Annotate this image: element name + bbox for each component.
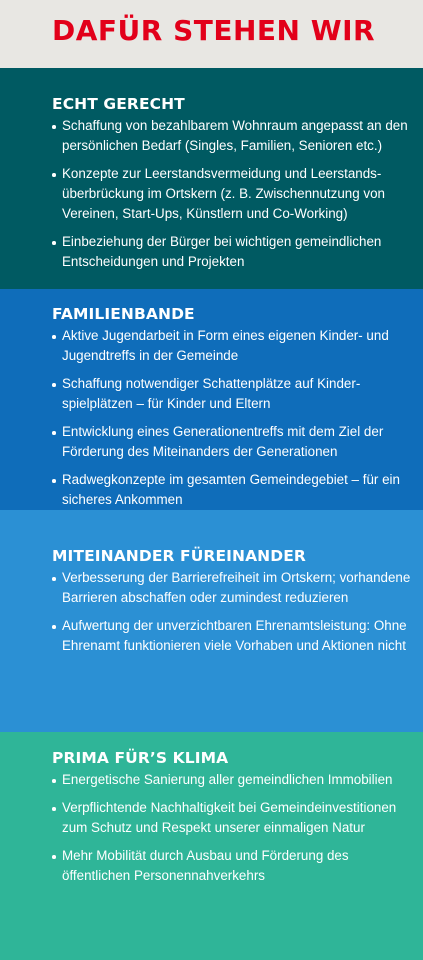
- list-item: Verpflichtende Nachhaltigkeit bei Gemeindeinvestitionen zum Schutz und Respekt unserer einmaligen Natur: [52, 798, 411, 838]
- section-echt-gerecht: [0, 68, 423, 289]
- bullet-list: [52, 116, 411, 272]
- bullet-list: [52, 568, 411, 656]
- section-prima-fuers-klima: [0, 732, 423, 960]
- section-miteinander-fuereinander: [0, 510, 423, 732]
- list-item: Energetische Sanierung aller gemeindlichen Immobilien: [52, 770, 411, 790]
- list-item: Mehr Mobilität durch Ausbau und Förderung des öffentlichen Personennahverkehrs: [52, 846, 411, 886]
- list-item: Verbesserung der Barrierefreiheit im Ortskern; vorhandene Barrieren abschaffen oder zumindest reduzieren: [52, 568, 411, 608]
- section-heading: ECHT GERECHT: [52, 95, 185, 113]
- list-item: Aktive Jugendarbeit in Form eines eigenen Kinder- und Jugendtreffs in der Gemeinde: [52, 326, 411, 366]
- list-item: Schaffung von bezahlbarem Wohnraum angepasst an den persönlichen Bedarf (Singles, Familien, Senioren etc.): [52, 116, 411, 156]
- section-heading: FAMILIENBANDE: [52, 305, 195, 323]
- list-item: Konzepte zur Leerstandsvermeidung und Leerstandsüberbrückung im Ortskern (z. B. Zwischennutzung von Vereinen, Start-Ups, Künstlern und Co-Working): [52, 164, 411, 224]
- bullet-list: [52, 326, 411, 510]
- list-item: Schaffung notwendiger Schattenplätze auf Kinderspielplätzen – für Kinder und Eltern: [52, 374, 411, 414]
- section-familienbande: [0, 289, 423, 510]
- page-title: DAFÜR STEHEN WIR: [52, 14, 376, 47]
- header-banner: [0, 0, 423, 68]
- list-item: Aufwertung der unverzichtbaren Ehrenamtsleistung: Ohne Ehrenamt funktionieren viele Vorhaben und Aktionen nicht: [52, 616, 411, 656]
- list-item: Radwegkonzepte im gesamten Gemeindegebiet – für ein sicheres Ankommen: [52, 470, 411, 510]
- list-item: Einbeziehung der Bürger bei wichtigen gemeindlichen Entscheidungen und Projekten: [52, 232, 411, 272]
- section-heading: MITEINANDER FÜREINANDER: [52, 547, 306, 565]
- section-heading: PRIMA FÜR’S KLIMA: [52, 749, 229, 767]
- list-item: Entwicklung eines Generationentreffs mit dem Ziel der Förderung des Miteinanders der Generationen: [52, 422, 411, 462]
- bullet-list: [52, 770, 411, 886]
